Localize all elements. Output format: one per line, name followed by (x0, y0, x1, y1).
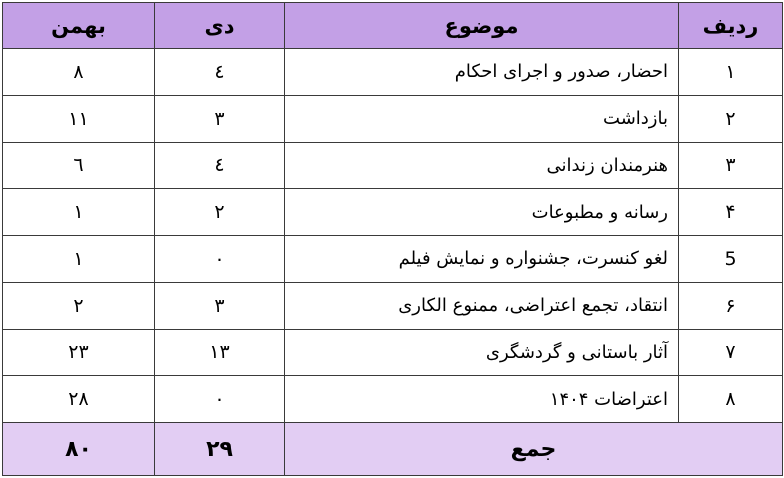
monthly-incidents-table (2, 2, 783, 476)
row-number: ۷ (679, 329, 783, 376)
row-number: 5 (679, 236, 783, 283)
row-bahman-count: ٢٨ (3, 376, 155, 423)
row-bahman-count: ٨ (3, 49, 155, 96)
table-total-row (3, 423, 783, 476)
stats-table-container (2, 2, 782, 476)
table-row (3, 282, 783, 329)
row-bahman-count: ١ (3, 236, 155, 283)
row-subject: آثار باستانی و گردشگری (285, 329, 679, 376)
header-subject: موضوع (285, 3, 679, 49)
row-number: ۱ (679, 49, 783, 96)
row-dey-count: ٣ (155, 282, 285, 329)
row-number: ۴ (679, 189, 783, 236)
table-row (3, 376, 783, 423)
row-bahman-count: ١١ (3, 95, 155, 142)
row-dey-count: ١٣ (155, 329, 285, 376)
table-row (3, 49, 783, 96)
header-row-number: ردیف (679, 3, 783, 49)
header-dey: دی (155, 3, 285, 49)
row-subject: رسانه و مطبوعات (285, 189, 679, 236)
table-row (3, 329, 783, 376)
table-header-row (3, 3, 783, 49)
row-number: ۶ (679, 282, 783, 329)
table-row (3, 236, 783, 283)
row-bahman-count: ٢ (3, 282, 155, 329)
row-subject: اعتراضات ۱۴۰۴ (285, 376, 679, 423)
table-row (3, 142, 783, 189)
row-dey-count: ٠ (155, 236, 285, 283)
row-dey-count: ٣ (155, 95, 285, 142)
row-subject: احضار، صدور و اجرای احکام (285, 49, 679, 96)
total-bahman: ٨٠ (3, 423, 155, 476)
row-subject: لغو کنسرت، جشنواره و نمایش فیلم (285, 236, 679, 283)
total-dey: ٢٩ (155, 423, 285, 476)
row-number: ۳ (679, 142, 783, 189)
row-bahman-count: ٦ (3, 142, 155, 189)
row-bahman-count: ١ (3, 189, 155, 236)
row-number: ۸ (679, 376, 783, 423)
row-dey-count: ٠ (155, 376, 285, 423)
row-number: ۲ (679, 95, 783, 142)
row-subject: هنرمندان زندانی (285, 142, 679, 189)
total-label: جمع (285, 423, 783, 476)
row-subject: بازداشت (285, 95, 679, 142)
table-row (3, 95, 783, 142)
header-bahman: بهمن (3, 3, 155, 49)
row-dey-count: ٢ (155, 189, 285, 236)
table-row (3, 189, 783, 236)
row-dey-count: ٤ (155, 142, 285, 189)
row-bahman-count: ٢٣ (3, 329, 155, 376)
row-dey-count: ٤ (155, 49, 285, 96)
row-subject: انتقاد، تجمع اعتراضی، ممنوع الکاری (285, 282, 679, 329)
